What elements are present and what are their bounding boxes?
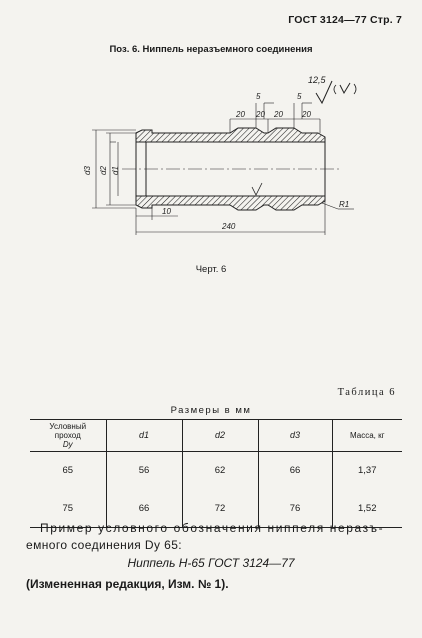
dim-end: 10 (162, 207, 171, 216)
dim-top-2: 20 (256, 110, 265, 119)
label-d3: d3 (83, 166, 92, 175)
cell-d3: 76 (258, 490, 332, 528)
figure-caption: Черт. 6 (195, 264, 227, 275)
dim-s-1: 5 (256, 92, 261, 101)
dim-length: 240 (222, 222, 236, 231)
header-d3: d3 (258, 420, 332, 452)
example-line-2: емного соединения Dy 65: (26, 538, 183, 552)
radius-label: R1 (339, 200, 350, 209)
header-d1: d1 (106, 420, 182, 452)
header-dn-line1: Условный (49, 422, 87, 431)
item-title: Поз. 6. Ниппель неразъемного соединения (109, 44, 313, 55)
dim-top-3: 20 (274, 110, 283, 119)
cell-d2: 62 (182, 452, 258, 490)
header-d2: d2 (182, 420, 258, 452)
nipple-drawing (70, 75, 370, 245)
dim-top-4: 20 (302, 110, 311, 119)
revision-note: (Измененная редакция, Изм. № 1). (26, 577, 229, 591)
label-d2: d2 (99, 166, 108, 175)
header-mass: Масса, кг (332, 420, 402, 452)
cell-d3: 66 (258, 452, 332, 490)
label-d1: d1 (111, 166, 120, 175)
table-header-row (30, 420, 402, 452)
cell-d1: 56 (106, 452, 182, 490)
cell-d1: 66 (106, 490, 182, 528)
units-label: Размеры в мм (170, 405, 252, 416)
header-dn-line3: Dy (62, 440, 73, 449)
roughness-label: 12,5 (308, 75, 326, 85)
upper-wall (136, 128, 325, 142)
dim-top-1: 20 (236, 110, 245, 119)
cell-dn: 65 (30, 452, 106, 490)
header-dn (30, 420, 106, 452)
example-line-1: Пример условного обозначения ниппеля неразъ- (40, 521, 385, 535)
cell-d2: 72 (182, 490, 258, 528)
cell-dn: 75 (30, 490, 106, 528)
page-header: ГОСТ 3124—77 Стр. 7 (288, 14, 402, 26)
table-label: Таблица 6 (337, 387, 396, 398)
table-row (30, 452, 402, 490)
cell-mass: 1,37 (332, 452, 402, 490)
header-dn-line2: проход (54, 431, 81, 440)
dim-s-2: 5 (297, 92, 302, 101)
designation: Ниппель Н-65 ГОСТ 3124—77 (127, 556, 295, 570)
cell-mass: 1,52 (332, 490, 402, 528)
spec-table (30, 419, 402, 528)
